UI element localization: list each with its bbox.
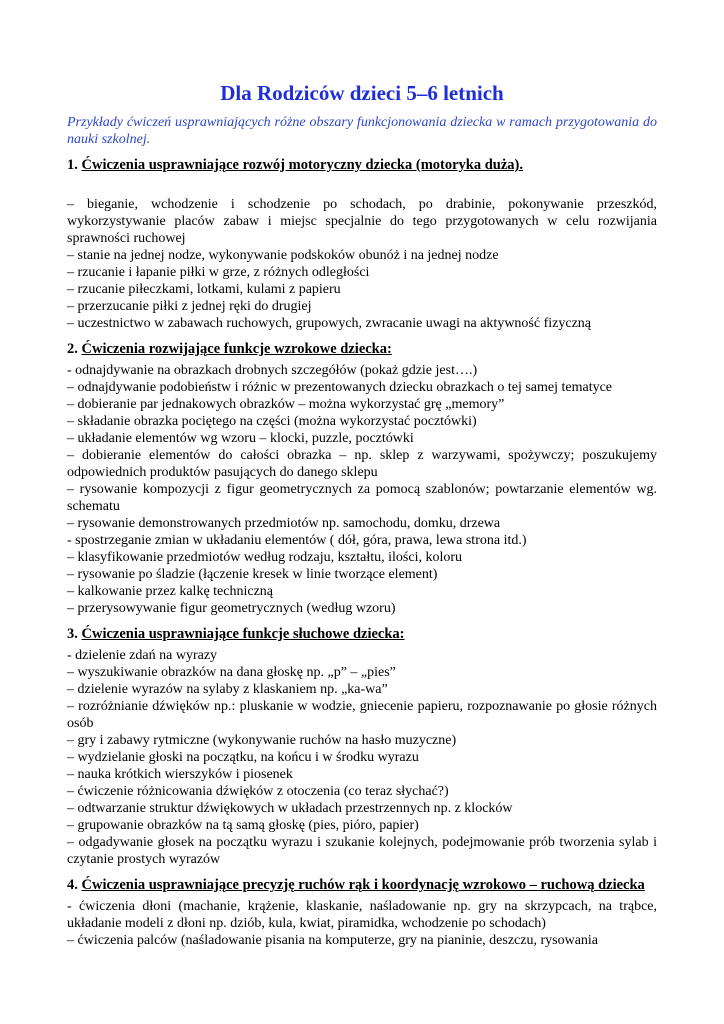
list-item: – rzucanie i łapanie piłki w grze, z różnych odległości [67, 265, 370, 280]
section-heading [67, 625, 657, 643]
list-item: – odtwarzanie struktur dźwiękowych w układach przestrzennych np. z klocków [67, 801, 513, 816]
section-title: Ćwiczenia usprawniające funkcje słuchowe dziecka: [81, 626, 405, 642]
list-item: – ćwiczenia palców (naśladowanie pisania na komputerze, gry na pianinie, deszczu, rysowania [67, 933, 599, 948]
document-intro: Przykłady ćwiczeń usprawniających różne obszary funkcjonowania dziecka w ramach przygotowania do nauki szkolnej. [67, 115, 657, 147]
list-item: – dobieranie elementów do całości obrazka – np. sklep z warzywami, spożywczy; poszukujemy odpowiednich produktów pasujących do danego sklepu [67, 448, 657, 480]
list-item: – rzucanie piłeczkami, lotkami, kulami z papieru [67, 282, 341, 297]
section-4 [67, 876, 657, 949]
list-item: – dobieranie par jednakowych obrazków – można wykorzystać grę „memory” [67, 397, 505, 412]
list-item: - spostrzeganie zmian w układaniu elementów ( dół, góra, prawa, lewa strona itd.) [67, 533, 527, 548]
list-item: – kalkowanie przez kalkę techniczną [67, 584, 274, 599]
section-3 [67, 625, 657, 868]
list-item: – wyszukiwanie obrazków na dana głoskę np. „p” – „pies” [67, 665, 396, 680]
section-number: 3. [67, 626, 78, 642]
list-item: – przerysowywanie figur geometrycznych (według wzoru) [67, 601, 396, 616]
document-title: Dla Rodziców dzieci 5–6 letnich [220, 81, 504, 105]
list-item: – grupowanie obrazków na tą samą głoskę (pies, pióro, papier) [67, 818, 419, 833]
section-1 [67, 156, 657, 332]
list-item: – odnajdywanie podobieństw i różnic w prezentowanych dziecku obrazkach o tej samej tematyce [67, 380, 613, 395]
section-heading [67, 156, 657, 174]
list-item: – rysowanie po śladzie (łączenie kresek w linie tworzące element) [67, 567, 438, 582]
section-heading [67, 340, 657, 358]
list-item: – dzielenie wyrazów na sylaby z klaskaniem np. „ka-wa” [67, 682, 388, 697]
section-title: Ćwiczenia rozwijające funkcje wzrokowe dziecka: [81, 341, 392, 357]
list-item: – uczestnictwo w zabawach ruchowych, grupowych, zwracanie uwagi na aktywność fizyczną [67, 316, 592, 331]
section-title: Ćwiczenia usprawniające precyzję ruchów rąk i koordynację wzrokowo – ruchową dziecka [81, 877, 645, 893]
section-number: 1. [67, 157, 78, 173]
list-item: – rysowanie demonstrowanych przedmiotów np. samochodu, domku, drzewa [67, 516, 501, 531]
section-2 [67, 340, 657, 617]
section-number: 2. [67, 341, 78, 357]
list-item: - odnajdywanie na obrazkach drobnych szczegółów (pokaż gdzie jest….) [67, 363, 478, 378]
document-page [67, 80, 657, 949]
list-item: – bieganie, wchodzenie i schodzenie po schodach, po drabinie, pokonywanie przeszkód, wykorzystywanie placów zabaw i miejsc specjalnie do tego przygotowanych w celu rozwijania sprawności ruchowej [67, 197, 657, 246]
list-item: – wydzielanie głoski na początku, na końcu i w środku wyrazu [67, 750, 419, 765]
list-item: – nauka krótkich wierszyków i piosenek [67, 767, 293, 782]
list-item: – przerzucanie piłki z jednej ręki do drugiej [67, 299, 312, 314]
list-item: – składanie obrazka pociętego na części (można wykorzystać pocztówki) [67, 414, 477, 429]
list-item: – rysowanie kompozycji z figur geometrycznych za pomocą szablonów; powtarzanie elementów wg. schematu [67, 482, 657, 514]
list-item: – klasyfikowanie przedmiotów według rodzaju, kształtu, ilości, koloru [67, 550, 463, 565]
section-number: 4. [67, 877, 78, 893]
list-item: – układanie elementów wg wzoru – klocki, puzzle, pocztówki [67, 431, 414, 446]
list-item: - ćwiczenia dłoni (machanie, krążenie, klaskanie, naśladowanie np. gry na skrzypcach, na trąbce, układanie modeli z dłoni np. dziób, kula, kwiat, piramidka, wchodzenie po schodach) [67, 899, 657, 931]
list-item: - dzielenie zdań na wyrazy [67, 648, 218, 663]
list-item: – rozróżnianie dźwięków np.: pluskanie w wodzie, gniecenie papieru, rozpoznawanie po głosie różnych osób [67, 699, 657, 731]
section-heading [67, 876, 657, 894]
list-item: – ćwiczenie różnicowania dźwięków z otoczenia (co teraz słychać?) [67, 784, 449, 799]
section-title: Ćwiczenia usprawniające rozwój motoryczny dziecka (motoryka duża). [81, 157, 523, 173]
spacer [67, 178, 657, 196]
list-item: – gry i zabawy rytmiczne (wykonywanie ruchów na hasło muzyczne) [67, 733, 457, 748]
list-item: – stanie na jednej nodze, wykonywanie podskoków obunóż i na jednej nodze [67, 248, 499, 263]
list-item: – odgadywanie głosek na początku wyrazu i szukanie kolejnych, podejmowanie prób tworzenia sylab i czytanie prostych wyrazów [67, 835, 657, 867]
